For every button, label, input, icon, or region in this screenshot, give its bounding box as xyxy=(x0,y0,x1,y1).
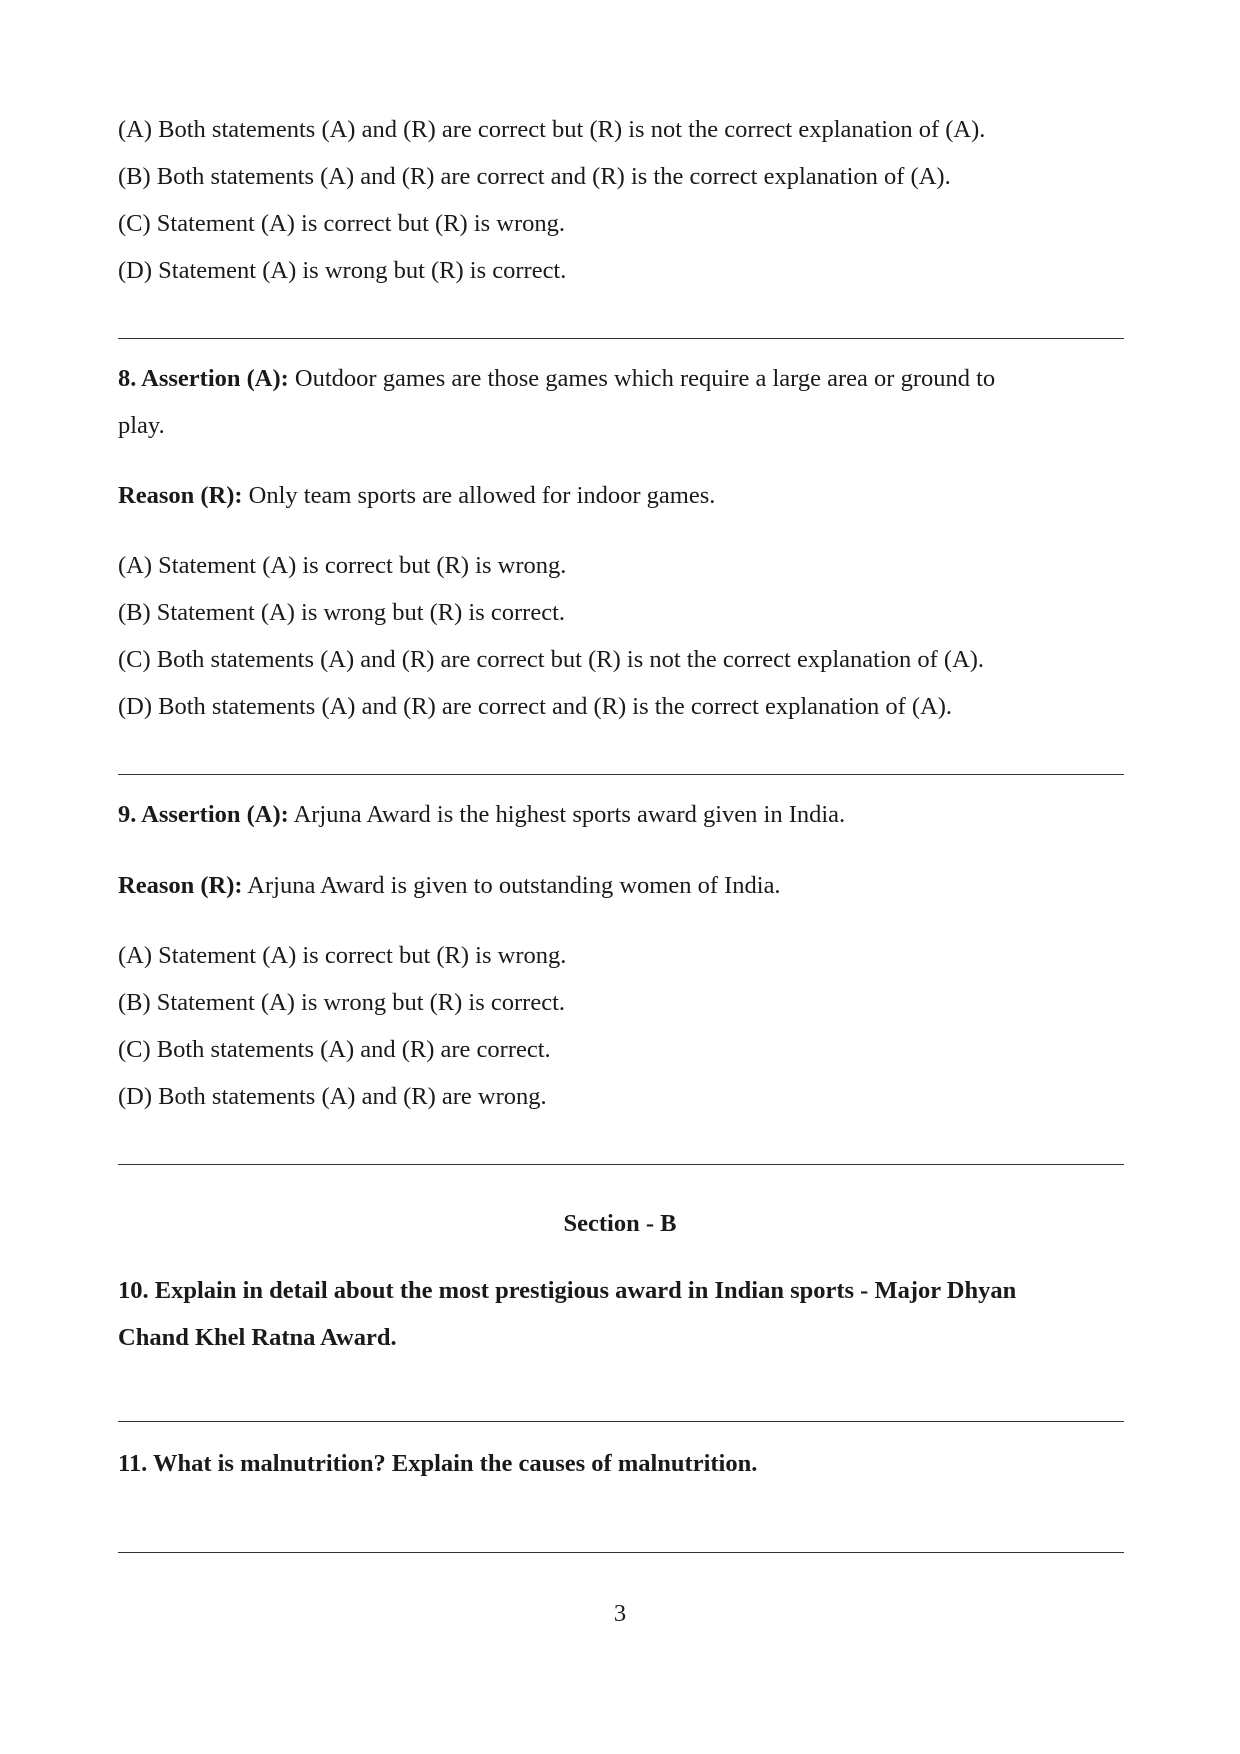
divider xyxy=(118,1552,1124,1553)
q8-option-d: (D) Both statements (A) and (R) are correct and (R) is the correct explanation of (A). xyxy=(118,693,953,720)
q9-option-c: (C) Both statements (A) and (R) are correct. xyxy=(118,1036,551,1063)
q9-option-a: (A) Statement (A) is correct but (R) is wrong. xyxy=(118,942,567,969)
divider xyxy=(118,774,1124,775)
q9-assertion-text: Arjuna Award is the highest sports award given in India. xyxy=(288,801,846,828)
q11: 11. What is malnutrition? Explain the causes of malnutrition. xyxy=(118,1450,758,1477)
q8-option-a: (A) Statement (A) is correct but (R) is wrong. xyxy=(118,552,567,579)
q7-option-c: (C) Statement (A) is correct but (R) is wrong. xyxy=(118,210,566,237)
q9-reason-label: Reason (R): xyxy=(118,872,243,899)
q8-option-c: (C) Both statements (A) and (R) are correct but (R) is not the correct explanation of (A). xyxy=(118,646,985,673)
q9-option-b: (B) Statement (A) is wrong but (R) is correct. xyxy=(118,989,566,1016)
q9-assertion-label: 9. Assertion (A): xyxy=(118,801,289,828)
divider xyxy=(118,1421,1124,1422)
q9-option-d: (D) Both statements (A) and (R) are wrong. xyxy=(118,1083,547,1110)
q10-line2: Chand Khel Ratna Award. xyxy=(118,1324,397,1351)
q9-reason xyxy=(118,871,781,901)
q8-assertion-label: 8. Assertion (A): xyxy=(118,365,289,392)
section-heading: Section - B xyxy=(563,1210,677,1237)
q10-line1: 10. Explain in detail about the most prestigious award in Indian sports - Major Dhyan xyxy=(118,1277,1017,1304)
q8-assertion-text: Outdoor games are those games which require a large area or ground to xyxy=(288,365,996,392)
divider xyxy=(118,338,1124,339)
q7-option-a: (A) Both statements (A) and (R) are correct but (R) is not the correct explanation of (A). xyxy=(118,116,986,143)
q8-assertion-continued: play. xyxy=(118,412,165,439)
q8-assertion xyxy=(118,364,995,394)
q8-option-b: (B) Statement (A) is wrong but (R) is correct. xyxy=(118,599,566,626)
q8-reason xyxy=(118,481,715,511)
page-number: 3 xyxy=(613,1600,627,1627)
divider xyxy=(118,1164,1124,1165)
q7-option-d: (D) Statement (A) is wrong but (R) is correct. xyxy=(118,257,567,284)
q8-reason-label: Reason (R): xyxy=(118,482,243,509)
q8-reason-text: Only team sports are allowed for indoor games. xyxy=(242,482,716,509)
q9-assertion xyxy=(118,800,845,830)
q9-reason-text: Arjuna Award is given to outstanding women of India. xyxy=(242,872,781,899)
q7-option-b: (B) Both statements (A) and (R) are correct and (R) is the correct explanation of (A). xyxy=(118,163,951,190)
